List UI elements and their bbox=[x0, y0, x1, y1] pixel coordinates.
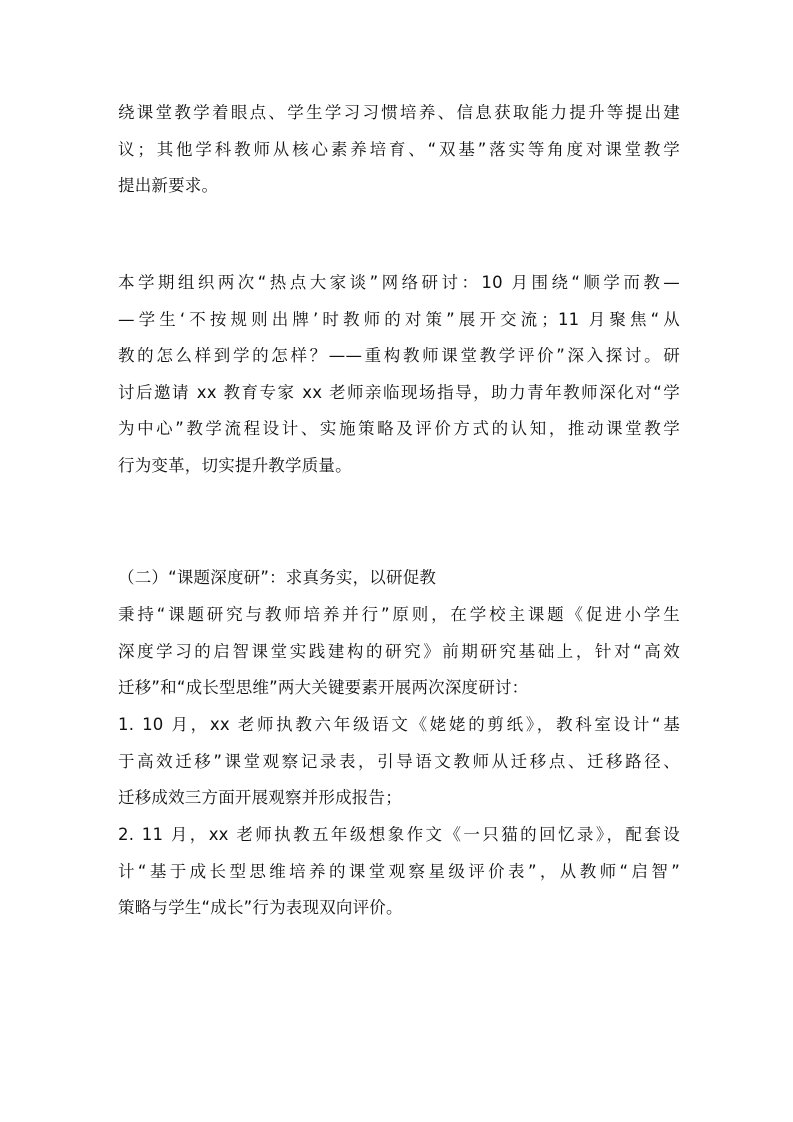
paragraph-online-seminars bbox=[118, 265, 680, 485]
text-line: 迁移”和“成长型思维”两大关键要素开展两次深度研讨： bbox=[118, 678, 529, 698]
section-title: （二）“课题深度研”：求真务实，以研促教 bbox=[118, 568, 437, 587]
text-line: 行为变革，切实提升教学质量。 bbox=[118, 455, 352, 475]
text-line: 讨后邀请 xx 教育专家 xx 老师亲临现场指导，助力青年教师深化对“学 bbox=[118, 382, 680, 402]
section-heading bbox=[118, 560, 680, 597]
text-line: 议；其他学科教师从核心素养培育、“双基”落实等角度对课堂教学 bbox=[118, 139, 680, 159]
text-line: 深度学习的启智课堂实践建构的研究》前期研究基础上，针对“高效 bbox=[118, 641, 680, 661]
text-line: 本学期组织两次“热点大家谈”网络研讨：10 月围绕“顺学而教— bbox=[118, 273, 680, 292]
paragraph-classroom-suggestions bbox=[118, 95, 680, 205]
text-line: 策略与学生“成长”行为表现双向评价。 bbox=[118, 898, 403, 918]
text-line: 绕课堂教学着眼点、学生学习习惯培养、信息获取能力提升等提出建 bbox=[118, 103, 680, 122]
text-line: 秉持“课题研究与教师培养并行”原则，在学校主课题《促进小学生 bbox=[118, 605, 680, 624]
list-item-1 bbox=[118, 707, 680, 817]
text-line: 教的怎么样到学的怎样？——重构教师课堂教学评价”深入探讨。研 bbox=[118, 346, 680, 366]
list-item-2 bbox=[118, 817, 680, 927]
text-line: 于高效迁移”课堂观察记录表，引导语文教师从迁移点、迁移路径、 bbox=[118, 751, 680, 771]
text-line: 1. 10 月，xx 老师执教六年级语文《姥姥的剪纸》，教科室设计“基 bbox=[118, 715, 680, 734]
paragraph-research-topic bbox=[118, 597, 680, 707]
text-line: 迁移成效三方面开展观察并形成报告； bbox=[118, 788, 402, 808]
text-line: —学生‘不按规则出牌’时教师的对策”展开交流；11 月聚焦“从 bbox=[118, 309, 680, 329]
text-line: 2. 11 月，xx 老师执教五年级想象作文《一只猫的回忆录》，配套设 bbox=[118, 825, 680, 844]
text-line: 提出新要求。 bbox=[118, 176, 219, 196]
text-line: 为中心”教学流程设计、实施策略及评价方式的认知，推动课堂教学 bbox=[118, 419, 680, 439]
text-line: 计“基于成长型思维培养的课堂观察星级评价表”，从教师“启智” bbox=[118, 861, 680, 881]
